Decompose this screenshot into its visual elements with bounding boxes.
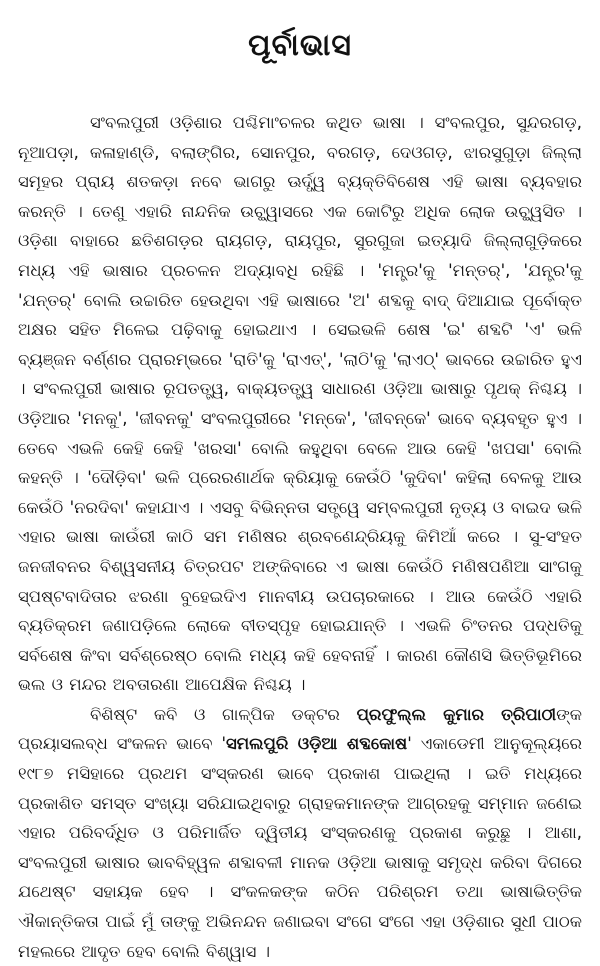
author-name: ପ୍ରଫୁଲ୍ଲ କୁମାର ତ୍ରିପାଠୀ bbox=[356, 704, 557, 724]
paragraph-2-after-author: ଙ୍କ ପ୍ରୟାସଲବ୍ଧ ସଂକଳନ ଭାବେ ' bbox=[18, 704, 582, 754]
paragraph-1: ସଂବଲପୁରୀ ଓଡ଼ିଶାର ପଶ୍ଚିମାଂଚଳର କଥିତ ଭାଷା । ସଂବଲପୁର, ସୁନ୍ଦରଗଡ଼, ନୂଆପଡ଼ା, କଳାହାଣ୍ଡି, ବଲାଙ୍ଗିର, ସୋନପୁର, ବରଗଡ଼, ଦେଓଗଡ଼, ଝାରସୁଗୁଡ଼ା ଜିଲ୍ଲା ସମୂହର ପ୍ରାୟ ଶତକଡ଼ା ନବେ ଭାଗରୁ ଊର୍ଦ୍ଧ୍ୱ ବ୍ୟକ୍ତିବିଶେଷ ଏହି ଭାଷା ବ୍ୟବହାର କରନ୍ତି । ତେଣୁ ଏହାରି ନାନ୍ଦନିକ ଉଚ୍ଛ୍ୱାସରେ ଏକ କୋଟିରୁ ଅଧିକ ଲୋକ ଉଚ୍ଛ୍ୱସିତ । ଓଡ଼ିଶା ବାହାରେ ଛତିଶଗଡ଼ର ରାୟଗଡ଼, ରାୟପୁର, ସୁରଗୁଜା ଇତ୍ୟାଦି ଜିଲ୍ଲାଗୁଡ଼ିକରେ ମଧ୍ୟ ଏହି ଭାଷାର ପ୍ରଚଳନ ଅଦ୍ୟାବଧି ରହିଛି । 'ମନ୍ତ୍ର'କୁ 'ମନ୍ତର୍', 'ଯନ୍ତ୍ର'କୁ 'ଯନ୍ତର୍' ବୋଲି ଉଚ୍ଚାରିତ ହେଉଥିବା ଏହି ଭାଷାରେ 'ଅ' ଶବ୍ଦକୁ ବାଦ୍ ଦିଆଯାଇ ପୂର୍ବୋକ୍ତ ଅକ୍ଷର ସହିତ ମିଳେଇ ପଢ଼ିବାକୁ ହୋଇଥାଏ । ସେଇଭଳି ଶେଷ 'ଇ' ଶବ୍ଦଟି 'ଏ' ଭଳି ବ୍ୟଞ୍ଜନ ବର୍ଣ୍ଣର ପ୍ରାରମ୍ଭରେ 'ରାତି'କୁ 'ରାଏତ୍', 'ଲାଠି'କୁ 'ଲାଏଠ୍' ଭାବରେ ଉଚ୍ଚାରିତ ହୁଏ । ସଂବଲପୁରୀ ଭାଷାର ରୂପତତ୍ତ୍ୱ, ବାକ୍ୟତତ୍ତ୍ୱ ସାଧାରଣ ଓଡ଼ିଆ ଭାଷାରୁ ପୃଥକ୍ ନିଶ୍ଚୟ । ଓଡ଼ିଆର 'ମନକୁ', 'ଜୀବନକୁ' ସଂବଲପୁରୀରେ 'ମନ୍‌କେ', 'ଜୀବନ୍‌କେ' ଭାବେ ବ୍ୟବହୃତ ହୁଏ । ତେବେ ଏଭଳି କେହି କେହି 'ଖରସା' ବୋଲି କହୁଥିବା ବେଳେ ଆଉ କେହି 'ଖପସା' ବୋଲି କହନ୍ତି । 'ଦୌଡ଼ିବା' ଭଳି ପ୍ରେରଣାର୍ଥକ କ୍ରିୟାକୁ କେଉଁଠି 'କୁଦିବା' କହିଲା ବେଳକୁ ଆଉ କେଉଁଠି 'ନରଦିବା' କହାଯାଏ । ଏସବୁ ବିଭିନ୍ନତା ସତ୍ତ୍ୱେ ସମ୍ବଲପୁରୀ ନୃତ୍ୟ ଓ ବାଇଦ ଭଳି ଏହାର ଭାଷା କାଉଁରୀ କାଠି ସମ ମଣିଷର ଶ୍ରବଣେନ୍ଦ୍ରିୟକୁ କିମିଆଁ କରେ । ସୁ-ସଂହତ ଜନଜୀବନର ବିଶ୍ୱସନୀୟ ଚିତ୍ରପଟ ଅଙ୍କିବାରେ ଏ ଭାଷା କେଉଁଠି ମଣିଷପଣିଆ ସାଂଗକୁ ସ୍ପଷ୍ଟବାଦିତାର ଝରଣା ବୁହେଇଦିଏ ମାନବୀୟ ଉପଚାରକାରେ । ଆଉ କେଉଁଠି ଏହାରି ବ୍ୟତିକ୍ରମ ଜଣାପଡ଼ିଲେ ଲୋକେ ବୀତସ୍ପୃହ ହୋଇଯାନ୍ତି । ଏଭଳି ଚିଂତନର ପଦ୍ଧତିକୁ ସର୍ବଶେଷ କିଂବା ସର୍ବଶ୍ରେଷ୍ଠ ବୋଲି ମଧ୍ୟ କହି ହେବନାହିଁ । କାରଣ କୌଣସି ଭିତ୍ତିଭୂମିରେ ଭଲ ଓ ମନ୍ଦର ଅବତାରଣା ଆପେକ୍ଷିକ ନିଶ୍ଚୟ । bbox=[18, 113, 582, 695]
page-title: ପୂର୍ବାଭାସ bbox=[248, 28, 352, 63]
book-title: ସମଲପୁରି ଓଡ଼ିଆ ଶବ୍ଦକୋଷ bbox=[226, 734, 408, 754]
paragraph-2 bbox=[18, 700, 582, 966]
paragraph-2-rest: ' ଏକାଡେମୀ ଆନୁକୂଲ୍ୟରେ ୧୯୮୭ ମସିହାରେ ପ୍ରଥମ ସଂସ୍କରଣ ଭାବେ ପ୍ରକାଶ ପାଇଥିଲା । ଇତି ମଧ୍ୟରେ ପ୍ରକାଶିତ ସମସ୍ତ ସଂଖ୍ୟା ସରିଯାଇଥିବାରୁ ଗ୍ରାହକମାନଙ୍କ ଆଗ୍ରହକୁ ସମ୍ମାନ ଜଣେଇ ଏହାର ପରିବର୍ଦ୍ଧିତ ଓ ପରିମାର୍ଜିତ ଦ୍ୱିତୀୟ ସଂସ୍କରଣକୁ ପ୍ରକାଶ କରୁଛୁ । ଆଶା, ସଂବଲପୁରୀ ଭାଷାର ଭାବବିହ୍ୱଳ ଶବ୍ଦାବଳୀ ମାନକ ଓଡ଼ିଆ ଭାଷାକୁ ସମୃଦ୍ଧ କରିବା ଦିଗରେ ଯଥେଷ୍ଟ ସହାୟକ ହେବ । ସଂକଳକଙ୍କ କଠିନ ପରିଶ୍ରମ ତଥା ଭାଷାଭିତ୍ତିକ ଐକାନ୍ତିକତା ପାଇଁ ମୁଁ ତାଙ୍କୁ ଅଭିନନ୍ଦନ ଜଣାଇବା ସଂଗେ ସଂଗେ ଏହା ଓଡ଼ିଶାର ସୁଧୀ ପାଠକ ମହଲରେ ଆଦୃତ ହେବ ବୋଲି ବିଶ୍ୱାସ । bbox=[18, 734, 583, 961]
paragraph-2-intro: ବିଶିଷ୍ଟ କବି ଓ ଗାଳ୍ପିକ ଡକ୍ଟର bbox=[90, 704, 357, 724]
